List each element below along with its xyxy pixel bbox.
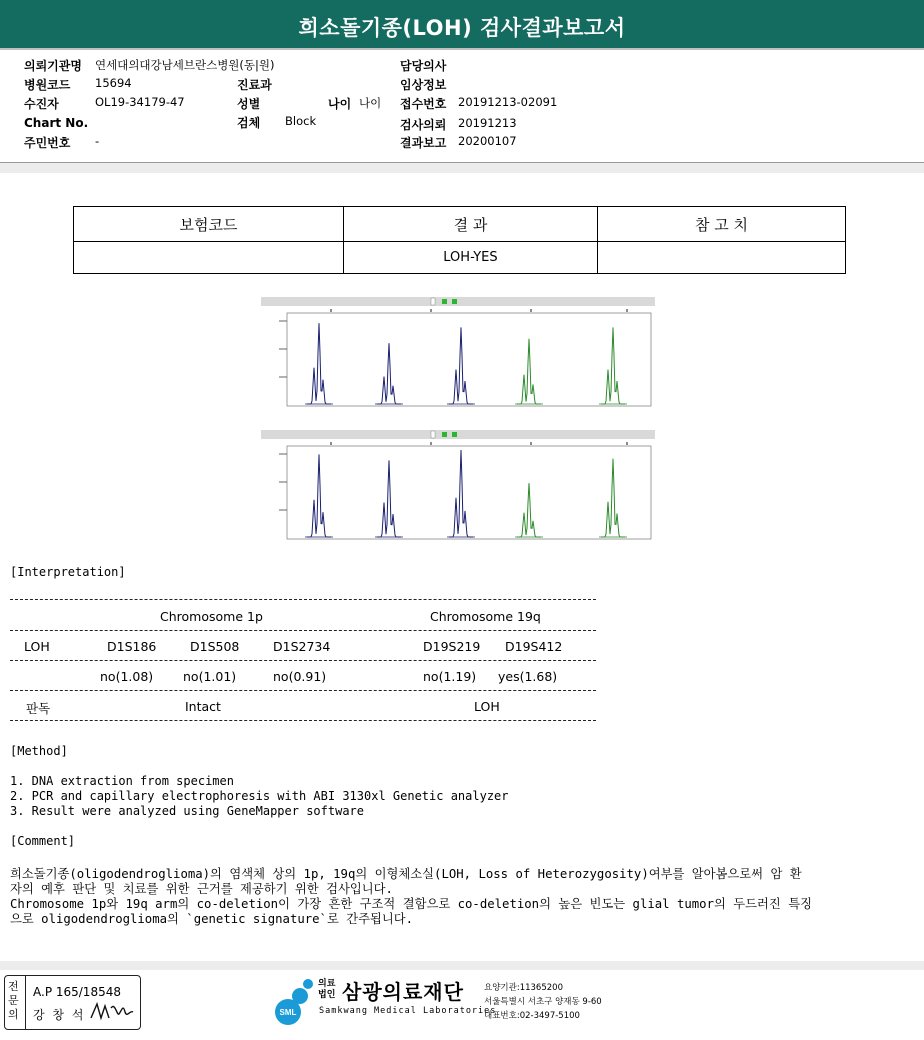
divider [10,630,596,631]
sex-label: 성별 [237,97,261,111]
marker-d1s508: D1S508 [190,639,240,654]
value-d1s508: no(1.01) [183,669,237,684]
org-name: 삼광의료재단 [342,980,464,1004]
marker-d19s412: D19S412 [505,639,563,654]
pathologist-stamp [4,975,141,1030]
accession-value: 20191213-02091 [458,95,558,109]
chart-title-strip [261,297,655,306]
chart-no-label: Chart No. [24,116,89,130]
result-header: 결 과 [343,207,597,242]
stamp-name: 강 창 석 [33,1008,86,1022]
stamp-code: A.P 165/18548 [33,985,121,999]
signature-icon [89,1000,135,1024]
report-title: 희소돌기종(LOH) 검사결과보고서 [298,16,626,40]
request-label: 검사의뢰 [400,118,447,132]
result-table [73,206,846,274]
footer-band [0,961,924,970]
report-date-label: 결과보고 [400,136,447,150]
address: 서울특별시 서초구 양재동 9-60 [484,997,602,1007]
divider [10,599,596,600]
chart-title-strip [261,430,655,439]
reference-header: 참 고 치 [597,207,845,242]
hospital-code-value: 15694 [95,76,132,90]
value-d19s219: no(1.19) [423,669,477,684]
judgement-19q: LOH [474,699,500,714]
phone: 대표번호:02-3497-5100 [484,1011,580,1021]
age-value: 나이 [359,96,382,110]
sml-logo-icon [270,976,318,1026]
comment-line: Chromosome 1p와 19q arm의 co-deletion이 가장 흔한 구조적 결함으로 co-deletion의 높은 빈도는 glial tumor의 두드러진 특징 [10,897,812,911]
institution-value: 연세대의대강남세브란스병원(동|원) [95,58,275,72]
age-label: 나이 [328,97,352,111]
marker-d1s186: D1S186 [107,639,157,654]
chromosome-1p-label: Chromosome 1p [160,609,263,624]
chart-toolbar-box [431,298,435,305]
insurance-code-cell [74,242,344,274]
dept-label: 진료과 [237,78,272,92]
result-cell: LOH-YES [343,242,597,274]
judgement-1p: Intact [185,699,221,714]
report-date-value: 20200107 [458,134,517,148]
marker-d19s219: D19S219 [423,639,481,654]
accession-label: 접수번호 [400,97,447,111]
divider [10,690,596,691]
patient-info [0,50,924,163]
interpretation-heading: [Interpretation] [10,565,126,579]
value-d1s186: no(1.08) [100,669,154,684]
comment-line: 자의 예후 판단 및 치료를 위한 근거를 제공하기 위한 검사입니다. [10,882,393,896]
stamp-side-box [5,976,26,1029]
method-heading: [Method] [10,744,68,758]
divider [10,720,596,721]
chart-marker-green [452,299,457,304]
judgement-label: 판독 [26,701,51,716]
value-d19s412: yes(1.68) [498,669,558,684]
reference-cell [597,242,845,274]
divider-band [0,163,924,173]
institution-label: 의뢰기관명 [24,59,82,73]
loh-label: LOH [24,639,50,654]
org-en: Samkwang Medical Laboratories [319,1006,497,1016]
comment-line: 으로 oligodendroglioma의 `genetic signature`로 간주됩니다. [10,912,414,926]
specimen-label: 검체 [237,116,261,130]
request-value: 20191213 [458,116,517,130]
stamp-side-text: 전문의 [8,980,19,1021]
chart-marker-green [442,432,447,437]
resident-value: - [95,134,100,148]
chart-marker-green [452,432,457,437]
org-prefix: 의료법인 [318,979,336,1000]
license-no: 요양기관:11365200 [484,983,563,993]
electropherogram-1p [261,297,655,407]
comment-heading: [Comment] [10,834,76,848]
logo-text: SML [279,1008,297,1017]
doctor-label: 담당의사 [400,59,447,73]
receiver-value: OL19-34179-47 [95,95,185,109]
receiver-label: 수진자 [24,97,59,111]
specimen-value: Block [285,114,317,128]
resident-label: 주민번호 [24,136,71,150]
chart-toolbar-box [431,431,435,438]
method-item: 2. PCR and capillary electrophoresis with ABI 3130xl Genetic analyzer [10,789,509,803]
electropherogram-19q [261,430,655,540]
chart-panel [287,313,651,406]
value-d1s2734: no(0.91) [273,669,327,684]
chromosome-19q-label: Chromosome 19q [430,609,541,624]
insurance-code-header: 보험코드 [74,207,344,242]
method-item: 3. Result were analyzed using GeneMapper software [10,804,365,818]
clinical-label: 임상정보 [400,78,447,92]
chart-panel [287,446,651,539]
method-item: 1. DNA extraction from specimen [10,774,234,788]
marker-d1s2734: D1S2734 [273,639,331,654]
comment-line: 희소돌기종(oligodendroglioma)의 염색체 상의 1p, 19q의 이형체소실(LOH, Loss of Heterozygosity)여부를 알아봄으로써 암 환 [10,867,802,881]
hospital-code-label: 병원코드 [24,78,71,92]
chart-marker-green [442,299,447,304]
divider [10,660,596,661]
report-header [0,0,924,50]
